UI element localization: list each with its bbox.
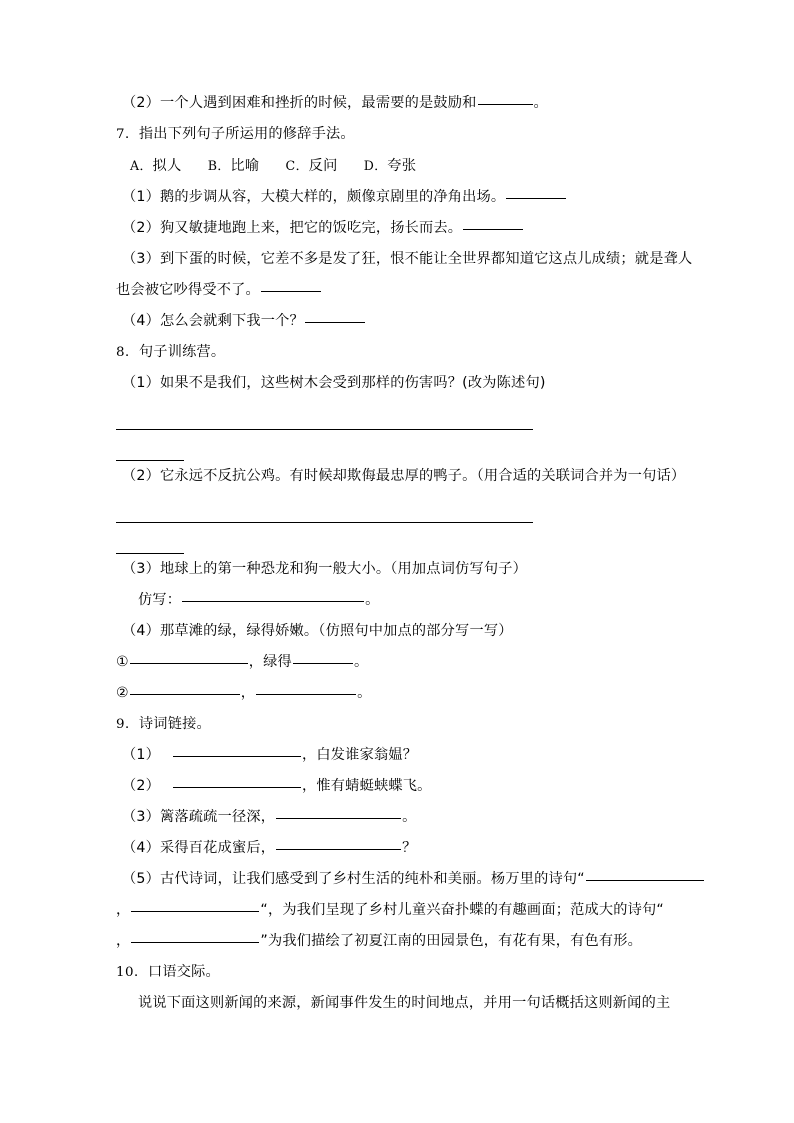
question-9-item-5-text-1: 古代诗词，让我们感受到了乡村生活的纯朴和美丽。杨万里的诗句 [160,871,578,887]
circled-number-1: ① [116,654,129,670]
question-9-title: 诗词链接。 [138,716,211,732]
answer-blank[interactable] [131,929,259,943]
answer-blank[interactable] [131,898,259,912]
question-8-item-2-answer-line-1 [116,492,673,523]
answer-blank[interactable] [276,836,401,850]
question-9-item-3 [116,802,673,833]
worksheet-content [116,88,693,1019]
circled-number-2: ② [116,685,129,701]
question-7-item-3-marker: （3） [122,251,161,267]
question-8-item-3 [116,554,673,585]
question-8-item-4-marker: （4） [122,623,161,639]
answer-rule[interactable] [116,502,533,523]
question-10-body [116,988,673,1019]
question-7-item-3-text-cont: 也会被它吵得受不了。 [116,282,260,298]
question-8-item-3-marker: （3） [122,561,161,577]
question-8-item-1-answer-line-1 [116,399,673,430]
option-c-letter: C． [285,158,309,173]
answer-blank[interactable] [463,216,523,230]
question-9-item-5-line-3 [116,926,673,957]
question-8-item-2-text: 它永远不反抗公鸡。有时候却欺侮最忠厚的鸭子。（用合适的关联词合并为一句话） [160,468,686,484]
question-9-item-4-after: ？ [402,840,417,856]
quote-mark: “ [260,902,268,918]
answer-blank[interactable] [261,278,321,292]
question-8-heading [116,337,673,368]
sub-2-period: 。 [357,685,372,701]
line-3-lead-comma: ， [116,933,131,949]
question-8-item-2 [116,461,686,492]
question-8-item-1 [116,368,673,399]
question-9-item-2 [116,771,673,802]
answer-blank[interactable] [478,91,533,105]
answer-blank[interactable] [276,805,401,819]
answer-blank[interactable] [130,650,248,664]
question-8-item-2-marker: （2） [122,468,161,484]
question-9-item-3-after: 。 [402,809,417,825]
question-9-item-4 [116,833,673,864]
question-9-heading [116,709,673,740]
question-7-title: 指出下列句子所运用的修辞手法。 [138,126,355,142]
question-9-item-3-marker: （3） [122,809,161,825]
question-9-item-5-line-2 [116,895,673,926]
question-7-item-4-marker: （4） [122,313,161,329]
option-a-label[interactable]: 拟人 [152,158,182,174]
question-8-item-1-answer-line-2 [116,430,673,461]
open-quote: “ [577,871,585,887]
option-d-label[interactable]: 夸张 [387,158,417,174]
question-10-heading [116,957,673,988]
question-7-item-4-text: 怎么会就剩下我一个？ [160,313,304,329]
question-7-item-2-marker: （2） [122,220,161,236]
question-8-item-4-sub-1 [116,647,673,678]
question-8-item-1-marker: （1） [122,375,161,391]
answer-blank[interactable] [586,867,704,881]
question-9-item-1-marker: （1） [122,747,161,763]
question-8-title: 句子训练营。 [138,344,226,360]
question-10-title: 口语交际。 [147,964,220,980]
question-8-item-4 [116,616,673,647]
question-7-item-3-continued [116,275,673,306]
question-6-item-2-period: 。 [533,95,548,111]
question-9-item-5-line-1 [116,864,673,895]
option-a-letter: A． [130,158,153,173]
sub-2-middle-text: ， [240,685,256,701]
close-quote: ” [260,933,268,949]
question-10-number: 10． [116,965,148,980]
question-7-options [116,150,673,182]
question-9-item-4-marker: （4） [122,840,161,856]
answer-blank[interactable] [305,309,365,323]
question-9-item-2-after: ，惟有蜻蜓蛱蝶飞。 [302,778,432,794]
question-8-item-4-text: 那草滩的绿，绿得娇嫩。（仿照句中加点的部分写一写） [160,623,513,639]
question-9-item-5-text-3: 为我们描绘了初夏江南的田园景色，有花有果，有色有形。 [267,933,643,949]
question-9-item-2-marker: （2） [122,778,161,794]
answer-label: 仿写： [138,592,182,608]
answer-blank[interactable] [130,681,240,695]
question-10-body-text: 说说下面这则新闻的来源，新闻事件发生的时间地点，并用一句话概括这则新闻的主 [138,995,671,1011]
question-7-item-2 [116,213,673,244]
option-b-label[interactable]: 比喻 [230,158,260,174]
question-7-item-2-text: 狗又敏捷地跑上来，把它的饭吃完，扬长而去。 [160,220,463,236]
line-2-lead-comma: ， [116,902,131,918]
question-7-number: 7． [116,127,139,142]
answer-blank[interactable] [173,774,301,788]
question-7-heading [116,119,673,150]
answer-blank[interactable] [293,650,353,664]
question-8-item-3-answer [116,585,673,616]
question-8-number: 8． [116,345,139,360]
question-7-item-3 [116,244,693,275]
question-9-item-1 [116,740,673,771]
answer-blank[interactable] [506,185,566,199]
answer-blank[interactable] [182,588,364,602]
answer-period: 。 [365,592,380,608]
sub-1-middle-text: ，绿得 [248,654,292,670]
answer-blank[interactable] [256,681,356,695]
question-8-item-2-answer-line-2 [116,523,673,554]
question-9-item-1-after: ，白发谁家翁媪？ [302,747,418,763]
question-7-item-3-text: 到下蛋的时候，它差不多是发了狂，恨不能让全世界都知道它这点儿成绩；就是聋人 [160,251,693,267]
question-6-item-2-text: （2）一个人遇到困难和挫折的时候，最需要的是鼓励和 [122,95,477,111]
answer-rule[interactable] [116,440,184,461]
question-9-item-3-before: 篱落疏疏一径深， [160,809,276,825]
option-b-letter: B． [207,158,231,173]
question-9-item-5-text-2: ，为我们呈现了乡村儿童兴奋扑蝶的有趣画面；范成大的诗句 [267,902,657,918]
question-8-item-3-text: 地球上的第一种恐龙和狗一般大小。（用加点词仿写句子） [160,561,527,577]
open-quote: “ [656,902,664,918]
option-c-label[interactable]: 反问 [308,158,338,174]
question-6-item-2 [116,88,673,119]
answer-blank[interactable] [173,743,301,757]
question-7-item-4 [116,306,673,337]
question-7-item-1-marker: （1） [122,189,161,205]
sub-1-period: 。 [353,654,369,670]
question-7-item-1 [116,182,673,213]
question-9-number: 9． [116,717,139,732]
answer-rule[interactable] [116,409,533,430]
question-9-item-4-before: 采得百花成蜜后， [160,840,276,856]
question-8-item-4-sub-2 [116,678,673,709]
question-7-item-1-text: 鹅的步调从容，大模大样的，颇像京剧里的净角出场。 [160,189,506,205]
question-8-item-1-text: 如果不是我们，这些树木会受到那样的伤害吗？(改为陈述句) [160,375,546,391]
option-d-letter: D． [363,158,388,173]
question-9-item-5-marker: （5） [122,871,161,887]
answer-rule[interactable] [116,533,184,554]
